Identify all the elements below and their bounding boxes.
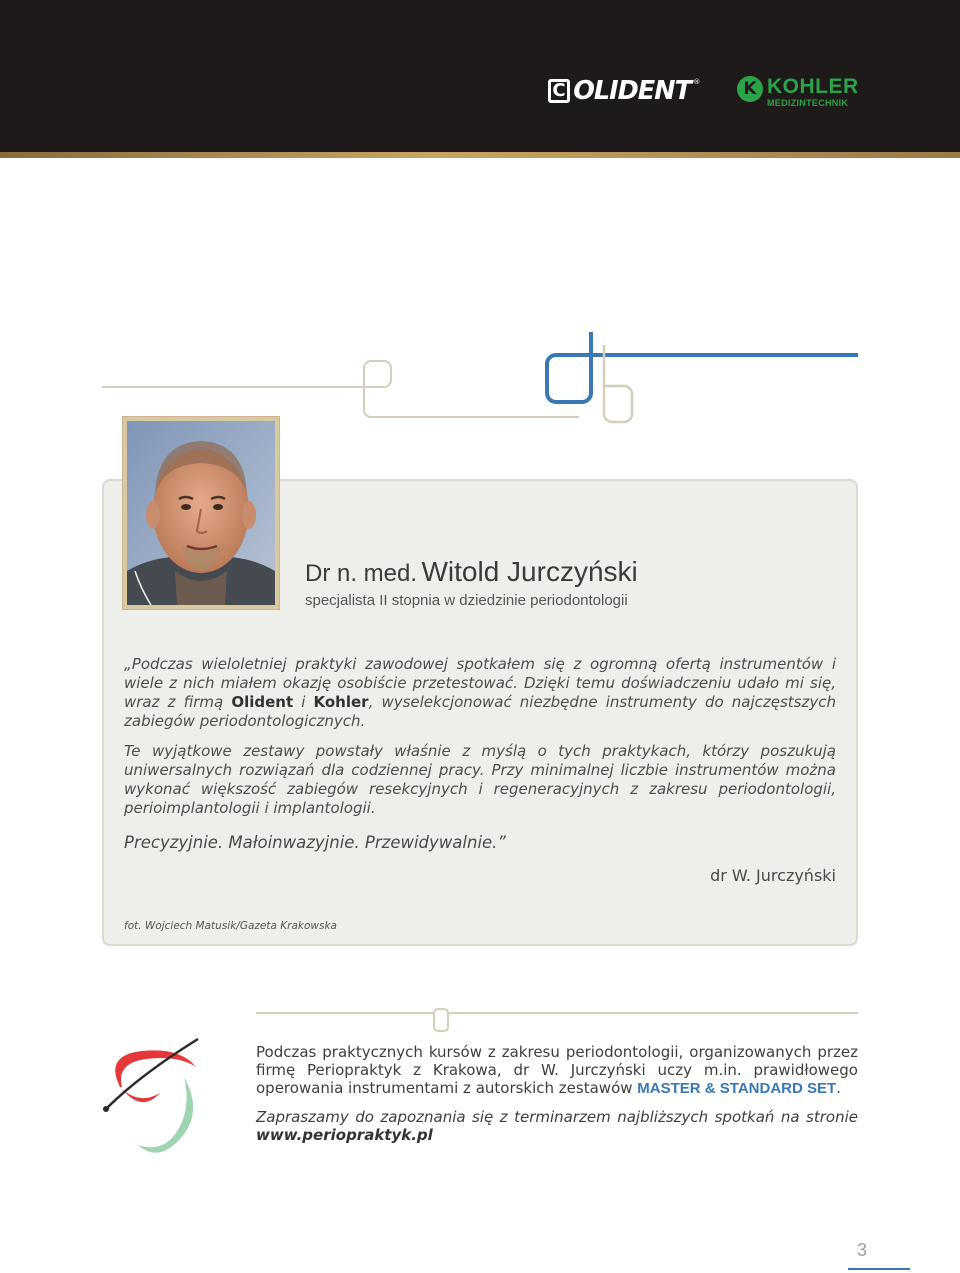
doctor-name: [305, 556, 638, 588]
name-main: Witold Jurczyński: [421, 556, 638, 587]
kohler-subtitle: MEDIZINTECHNIK: [767, 98, 849, 108]
course-info-paragraph: Podczas praktycznych kursów z zakresu periodontologii, organizowanych przez firmę Periopraktyk z Krakowa, dr W. Jurczyński uczy m.in. prawidłowego operowania instrumentami z autorskich zestawów MASTER & STANDARD SET.: [256, 1043, 858, 1097]
website-link[interactable]: www.periopraktyk.pl: [256, 1126, 433, 1144]
name-prefix: Dr n. med.: [305, 560, 418, 587]
doctor-specialization: specjalista II stopnia w dziedzinie periodontologii: [305, 592, 628, 609]
quote-paragraph-1: „Podczas wieloletniej praktyki zawodowej spotkałem się z ogromną ofertą instrumentów i wiele z nich miałem okazję osobiście przetestować. Dzięki temu doświadczeniu udało mi się, wraz z firmą Olident i Kohler, wyselekcjonować niezbędne instrumenty do najczęstszych zabiegów periodontologicznych.: [124, 655, 836, 730]
brand-olident: Olident: [231, 693, 294, 711]
page-number: 3: [857, 1240, 868, 1260]
brand-kohler: Kohler: [313, 693, 369, 711]
decorative-line-ornament: [0, 320, 960, 430]
quote-signature: dr W. Jurczyński: [710, 866, 836, 885]
quote-paragraph-2: Te wyjątkowe zestawy powstały właśnie z myślą o tych praktykach, którzy poszukują uniwersalnych rozwiązań dla codziennej pracy. Przy minimalnej liczbie instrumentów można wykonać większość zabiegów resekcyjnych i regeneracyjnych z zakresu periodontologii, perioimplantologii i implantologii.: [124, 742, 836, 817]
section-divider: [256, 1012, 858, 1014]
photo-credit: fot. Wojciech Matusik/Gazeta Krakowska: [124, 920, 337, 932]
periopraktyk-logo-icon: [100, 1035, 210, 1160]
gold-divider: [0, 152, 960, 158]
kohler-wordmark: KOHLER: [767, 75, 859, 98]
page-number-underline: [848, 1268, 910, 1270]
divider-ornament: [433, 1008, 449, 1032]
kohler-logo: [737, 76, 859, 108]
olident-logo: [548, 78, 700, 104]
olident-wordmark: OLIDENT: [573, 76, 691, 106]
portrait-photo: [123, 417, 279, 609]
quote-tagline: Precyzyjnie. Małoinwazyjnie. Przewidywalnie.”: [124, 833, 506, 852]
invitation-paragraph: Zapraszamy do zapoznania się z terminarzem najbliższych spotkań na stronie www.periopraktyk.pl: [256, 1108, 858, 1144]
kohler-mark-icon: K: [737, 76, 763, 102]
olident-mark-icon: C: [548, 79, 570, 103]
instrument-sets-name: MASTER & STANDARD SET: [637, 1080, 837, 1097]
registered-mark: ®: [693, 78, 701, 86]
